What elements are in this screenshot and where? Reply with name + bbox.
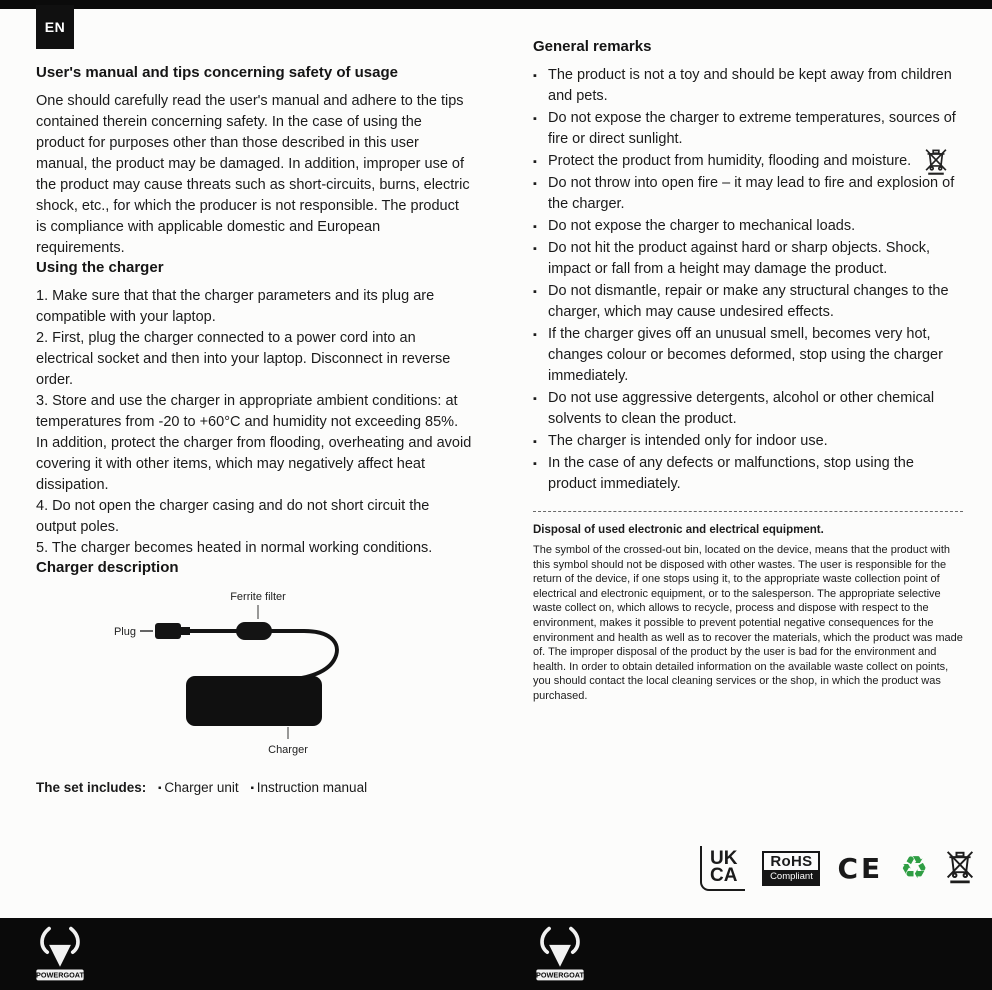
goat-face	[49, 945, 71, 967]
remark-item: ▪ The charger is intended only for indoor use.	[533, 431, 963, 452]
plug-label: Plug	[113, 626, 136, 638]
left-column	[36, 64, 472, 795]
remark-item: ▪ Do not dismantle, repair or make any structural changes to the charger, which may cause undesired effects.	[533, 281, 963, 323]
charger-diagram-svg	[36, 586, 472, 764]
rohs-compliant-label: Compliant	[764, 870, 818, 884]
goat-horn-right	[571, 929, 578, 953]
remarks-list	[533, 65, 963, 495]
ce-mark: CE	[837, 852, 884, 885]
remark-item: ▪ Do not expose the charger to mechanical loads.	[533, 216, 963, 237]
set-includes-item: ▪ Instruction manual	[250, 780, 367, 795]
remark-item: ▪ If the charger gives off an unusual smell, becomes very hot, changes colour or becomes deformed, stop using the charger immediately.	[533, 324, 963, 387]
rohs-mark	[762, 851, 820, 886]
ukca-mark	[700, 846, 745, 891]
right-column	[533, 38, 963, 704]
charger-diagram	[36, 586, 472, 764]
step-item: 4. Do not open the charger casing and do not short circuit the output poles.	[36, 498, 430, 535]
remark-item: ▪ Do not throw into open fire – it may lead to fire and explosion of the charger.	[533, 173, 963, 215]
language-badge: EN	[36, 5, 74, 49]
safety-paragraph: One should carefully read the user's manual and adhere to the tips contained therein concerning safety. In the case of using the product for purposes other than those described in this user manual, the product may be damaged. In addition, improper use of the product may cause threats such as short-circuits, burns, electric shock, etc., for which the producer is not responsible. The product is compliance with applicable domestic and European requirements.	[36, 93, 470, 256]
weee-bin-icon	[945, 847, 975, 890]
remark-item: ▪ The product is not a toy and should be kept away from children and pets.	[533, 65, 963, 107]
plug-shape	[155, 623, 181, 639]
remark-item: ▪ Do not use aggressive detergents, alcohol or other chemical solvents to clean the product.	[533, 388, 963, 430]
disposal-section	[533, 524, 963, 704]
remarks-heading: General remarks	[533, 38, 652, 55]
certification-logos	[700, 846, 975, 891]
charger-label: Charger	[268, 744, 308, 756]
safety-heading: User's manual and tips concerning safety of usage	[36, 64, 398, 81]
step-item: 2. First, plug the charger connected to a power cord into an electrical socket and then into your laptop. Disconnect in reverse order.	[36, 330, 451, 388]
dashed-divider	[533, 511, 963, 512]
weee-bin-icon	[924, 146, 948, 181]
remark-item: ▪ Do not expose the charger to extreme temperatures, sources of fire or direct sunlight.	[533, 108, 963, 150]
step-item: 3. Store and use the charger in appropriate ambient conditions: at temperatures from -20 to +60°C and humidity not exceeding 85%. In addition, protect the charger from flooding, overheating and avoid covering it with other items, which may negatively affect heat dissipation.	[36, 393, 472, 493]
set-includes-label: The set includes:	[36, 780, 147, 795]
ukca-line2: CA	[710, 865, 738, 886]
disposal-paragraph: The symbol of the crossed-out bin, located on the device, means that the product with this symbol should not be disposed with other wastes. The user is responsible for the return of the device, if one stops using it, to the appropriate waste collection point of electrical and electronic equipment, or to the salesperson. The appropriate selective waste collect on, which allows to recycle, process and dispose with respect to the environment, makes it possible to prevent potential negative consequences for the environment and health as well as to recover the materials, which the product was made of. The improper disposal of the product by the user is bad for the environment and health. In order to obtain detailed information on the available waste collect on points, you should contact the local cleaning services or the shop, in which the product was purchased.	[533, 544, 963, 702]
remark-item: ▪ Do not hit the product against hard or sharp objects. Shock, impact or fall from a height may damage the product.	[533, 238, 963, 280]
disposal-heading: Disposal of used electronic and electrical equipment.	[533, 524, 824, 536]
ferrite-bead-shape	[236, 622, 272, 640]
brand-logo	[34, 924, 86, 989]
rohs-label: RoHS	[770, 853, 813, 870]
remark-item: ▪ In the case of any defects or malfunctions, stop using the product immediately.	[533, 453, 963, 495]
goat-face	[549, 945, 571, 967]
goat-horn-left	[42, 929, 49, 953]
brand-name: POWERGOAT	[36, 970, 84, 980]
using-heading: Using the charger	[36, 259, 164, 276]
description-heading: Charger description	[36, 559, 179, 576]
brand-name: POWERGOAT	[536, 970, 584, 980]
set-includes-item: ▪ Charger unit	[158, 780, 239, 795]
ukca-line1: UK	[710, 848, 738, 869]
footer-bar	[0, 918, 992, 990]
charger-brick-shape	[186, 676, 322, 726]
step-item: 5. The charger becomes heated in normal working conditions.	[36, 540, 433, 556]
remark-item: ▪ Protect the product from humidity, flooding and moisture.	[533, 151, 963, 172]
goat-horn-right	[71, 929, 78, 953]
step-item: 1. Make sure that that the charger parameters and its plug are compatible with your laptop.	[36, 288, 435, 325]
recycle-icon: ♻	[900, 850, 928, 886]
using-steps	[36, 286, 472, 559]
ferrite-filter-label: Ferrite filter	[230, 591, 286, 603]
brand-logo	[534, 924, 586, 989]
top-black-strip	[0, 0, 992, 9]
set-includes-line	[36, 780, 472, 795]
goat-horn-left	[542, 929, 549, 953]
